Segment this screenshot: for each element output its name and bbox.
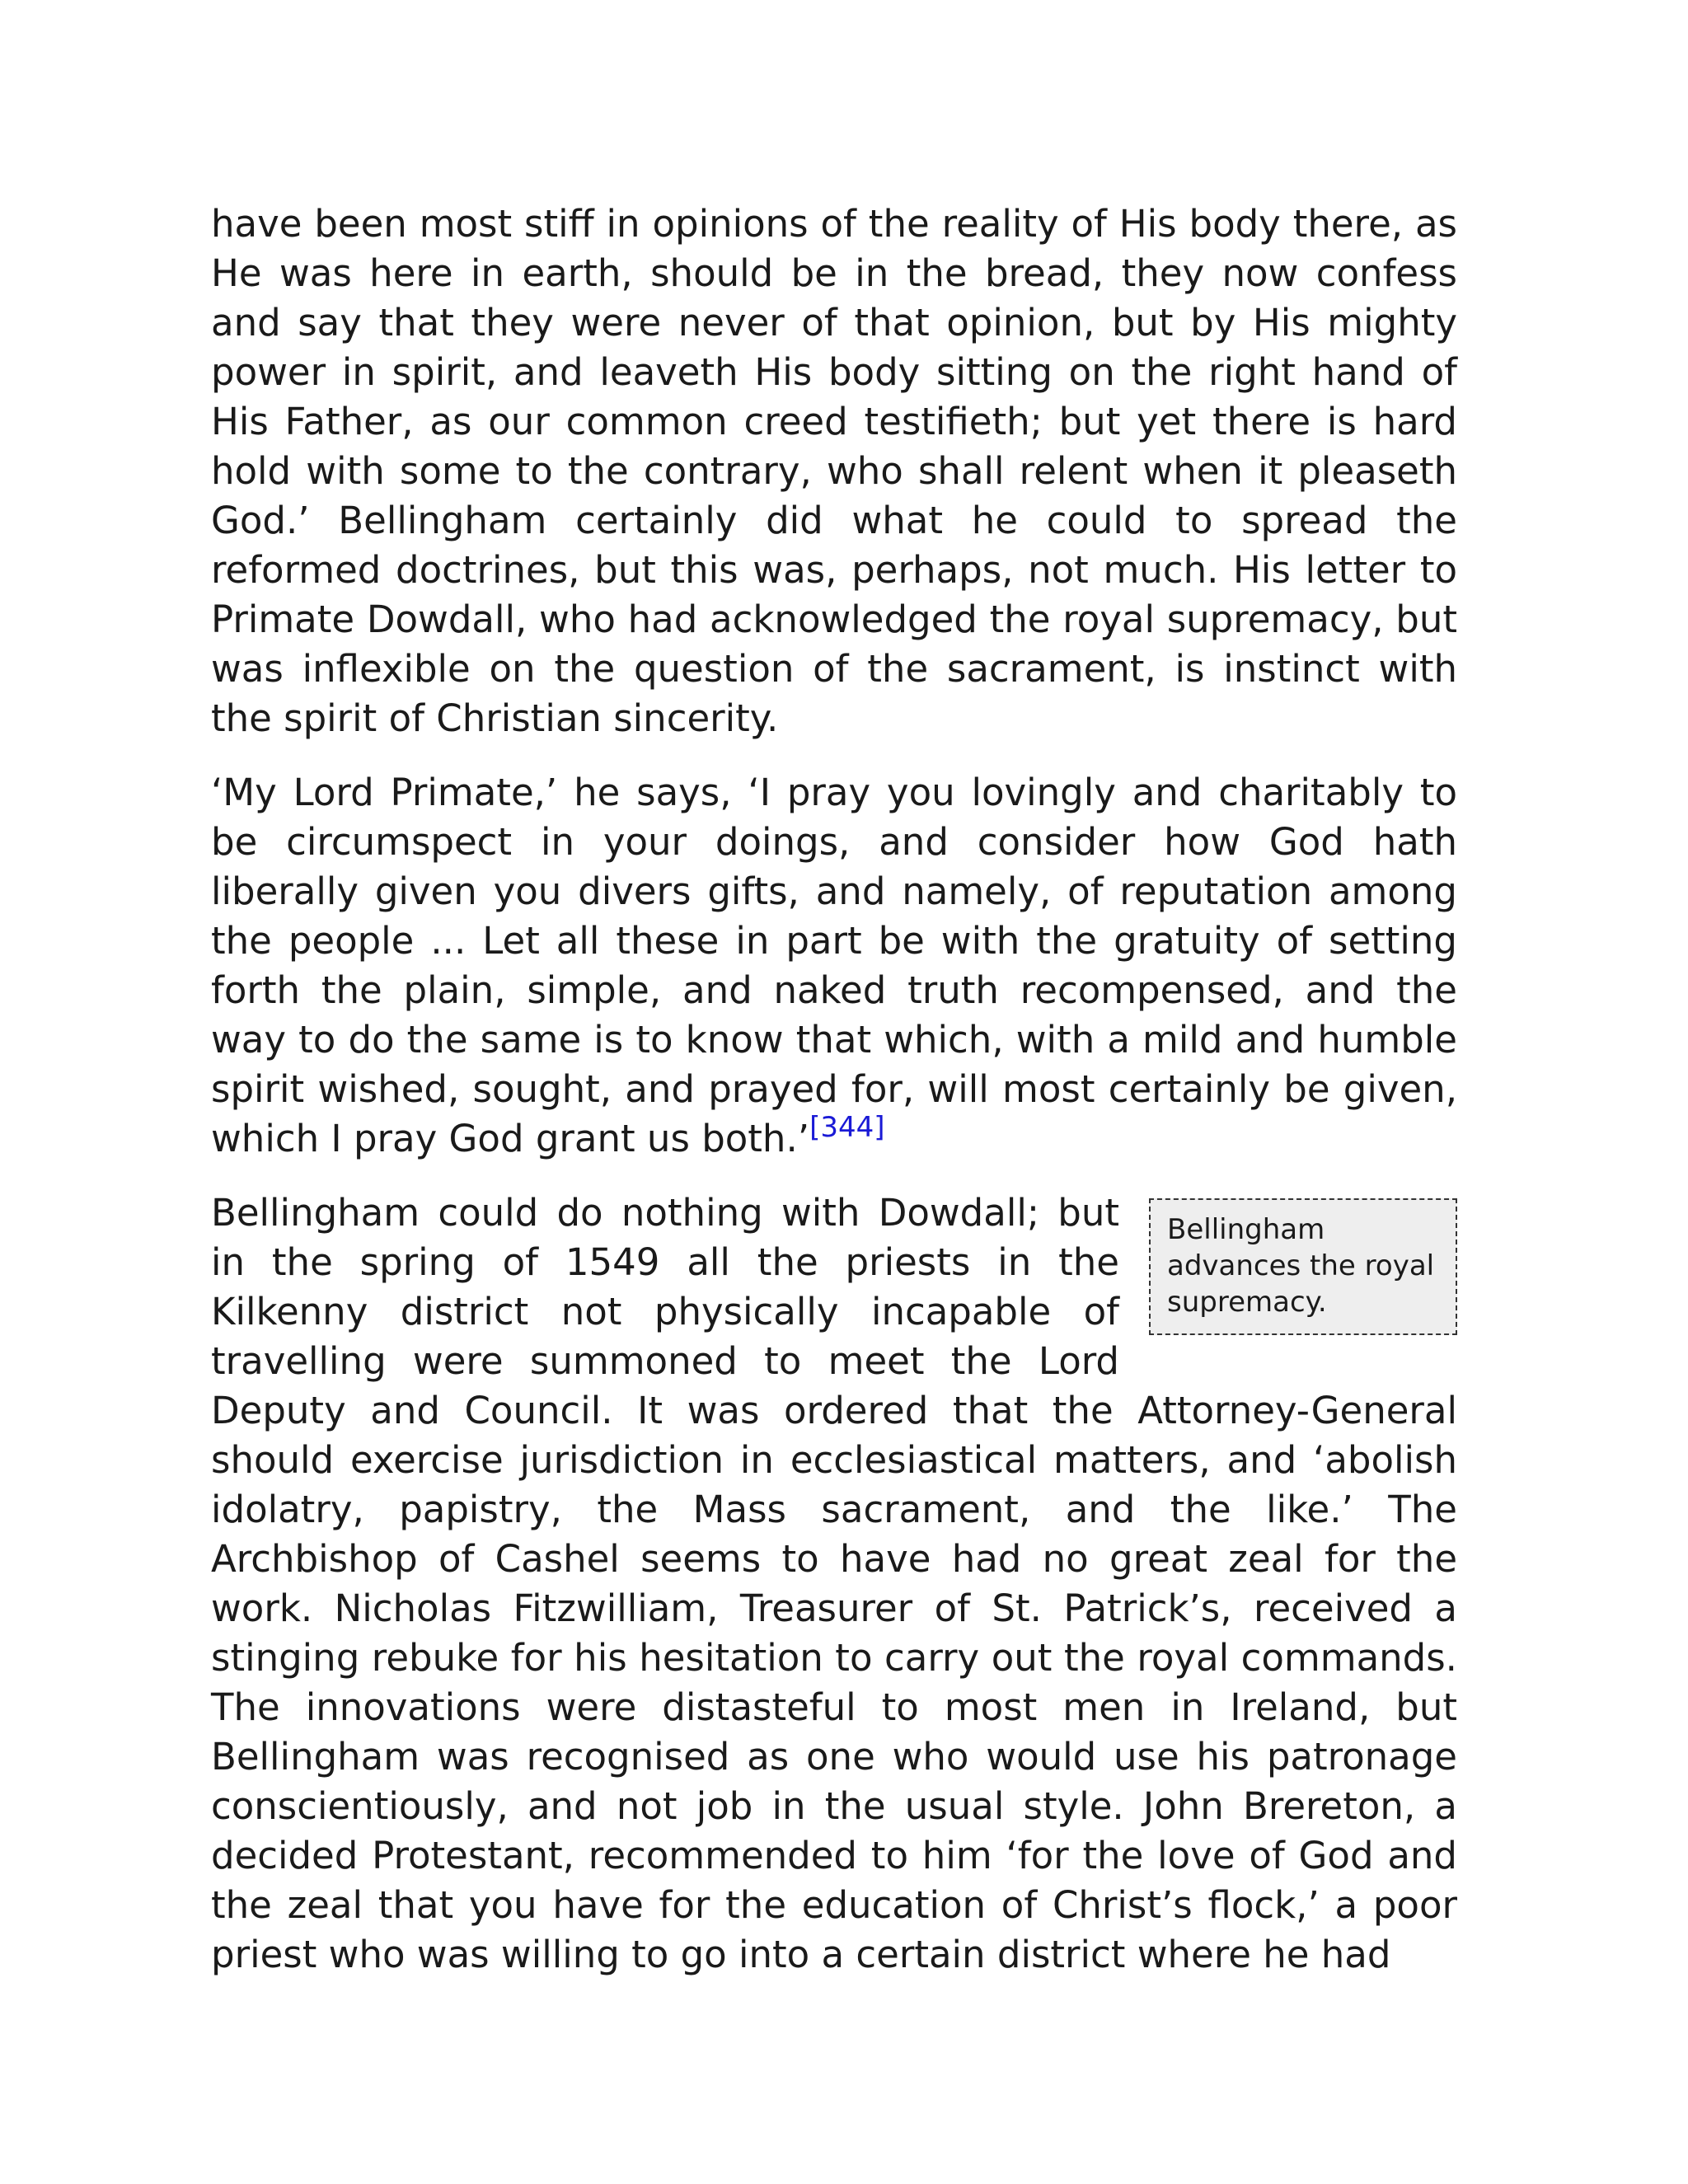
footnote-link-344[interactable]: [344] [809, 1111, 885, 1144]
sidenote-box: Bellingham advances the royal supremacy. [1149, 1198, 1457, 1335]
page-body [211, 199, 1457, 1980]
paragraph-kilkenny-text: Bellingham could do nothing with Dowdall; but in the spring of 1549 all the priests in the Kilkenny district not physically incapable of travelling were summoned to meet the Lord Deputy and Council. It was ordered that the Attorney-General should exercise jurisdiction in ecclesiastical matters, and ‘abolish idolatry, papistry, the Mass sacrament, and the like.’ The Archbishop of Cashel seems to have had no great zeal for the work. Nicholas Fitzwilliam, Treasurer of St. Patrick’s, received a stinging rebuke for his hesitation to carry out the royal commands. The innovations were distasteful to most men in Ireland, but Bellingham was recognised as one who would use his patronage conscientiously, and not job in the usual style. John Brereton, a decided Protestant, recommended to him ‘for the love of God and the zeal that you have for the education of Christ’s flock,’ a poor priest who was willing to go into a certain district where he had [211, 1191, 1457, 1976]
paragraph-continued-letter: have been most stiff in opinions of the reality of His body there, as He was here in earth, should be in the bread, they now confess and say that they were never of that opinion, but by His mighty power in spirit, and leaveth His body sitting on the right hand of His Father, as our common creed testifieth; but yet there is hard hold with some to the contrary, who shall relent when it pleaseth God.’ Bellingham certainly did what he could to spread the reformed doctrines, but this was, perhaps, not much. His letter to Primate Dowdall, who had acknowledged the royal supremacy, but was inflexible on the question of the sacrament, is instinct with the spirit of Christian sincerity. [211, 202, 1457, 740]
paragraph-letter-to-primate [211, 768, 1457, 1164]
paragraph-kilkenny [211, 1188, 1457, 1980]
paragraph-letter-text: ‘My Lord Primate,’ he says, ‘I pray you lovingly and charitably to be circumspect in your doings, and consider how God hath liberally given you divers gifts, and namely, of reputation among the people ... Let all these in part be with the gratuity of setting forth the plain, simple, and naked truth recompensed, and the way to do the same is to know that which, with a mild and humble spirit wished, sought, and prayed for, will most certainly be given, which I pray God grant us both.’ [211, 771, 1457, 1160]
